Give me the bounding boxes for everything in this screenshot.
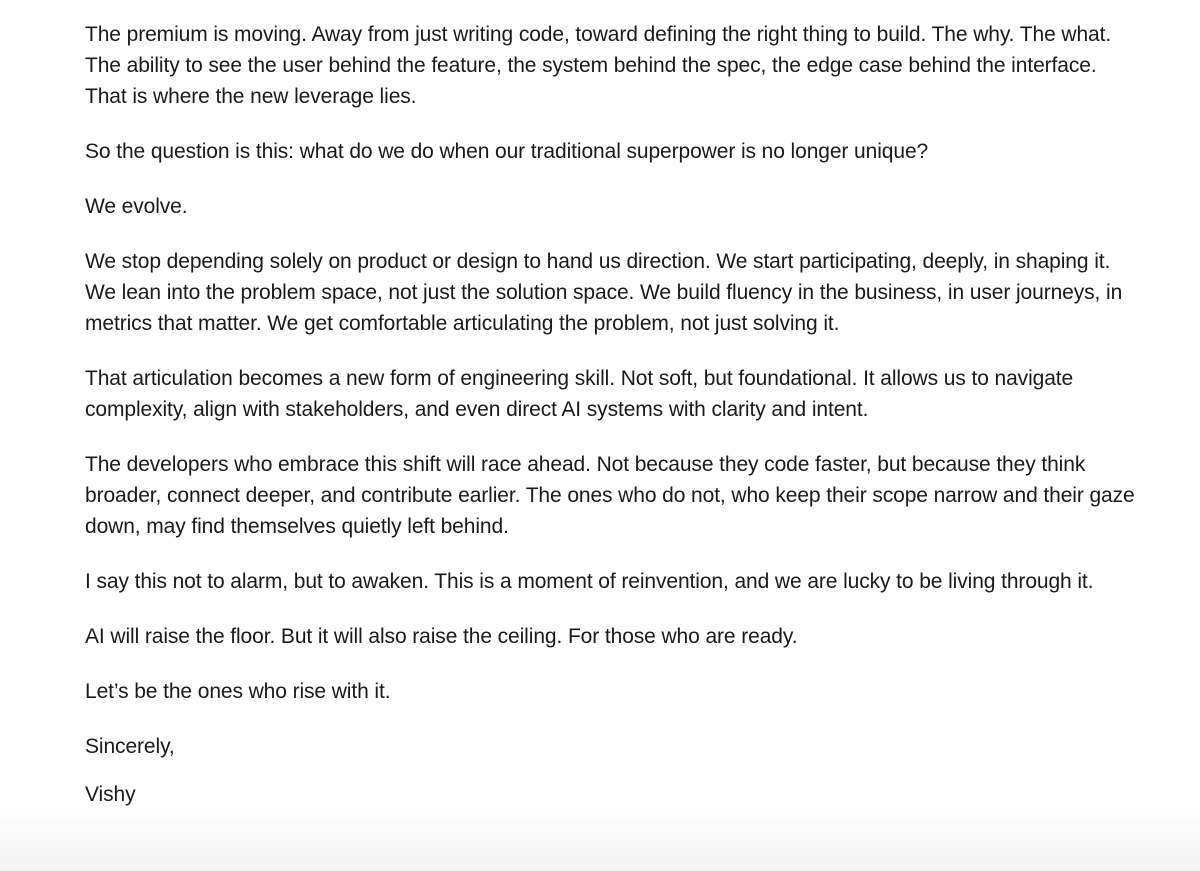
sign-off: Sincerely,: [85, 735, 175, 758]
paragraph: The premium is moving. Away from just writing code, toward defining the right thing to build. The why. The what. The ability to see the user behind the feature, the system behind the spec, the edge case behind the interface. That is where the new leverage lies.: [85, 23, 1112, 108]
paragraph: We evolve.: [85, 195, 188, 218]
paragraph: The developers who embrace this shift will race ahead. Not because they code faster, but because they think broader, connect deeper, and contribute earlier. The ones who do not, who keep their scope narrow and their gaze down, may find themselves quietly left behind.: [85, 453, 1135, 538]
paragraph: AI will raise the floor. But it will also raise the ceiling. For those who are ready.: [85, 625, 798, 648]
paragraph: Let’s be the ones who rise with it.: [85, 680, 391, 703]
article-body: [85, 19, 1135, 834]
author-signature: Vishy: [85, 783, 136, 806]
paragraph: I say this not to alarm, but to awaken. This is a moment of reinvention, and we are lucky to be living through it.: [85, 570, 1094, 593]
paragraph: We stop depending solely on product or design to hand us direction. We start participating, deeply, in shaping it. We lean into the problem space, not just the solution space. We build fluency in the business, in user journeys, in metrics that matter. We get comfortable articulating the problem, not just solving it.: [85, 250, 1123, 335]
paragraph: That articulation becomes a new form of engineering skill. Not soft, but foundational. It allows us to navigate complexity, align with stakeholders, and even direct AI systems with clarity and intent.: [85, 367, 1074, 421]
paragraph: So the question is this: what do we do when our traditional superpower is no longer unique?: [85, 140, 929, 163]
